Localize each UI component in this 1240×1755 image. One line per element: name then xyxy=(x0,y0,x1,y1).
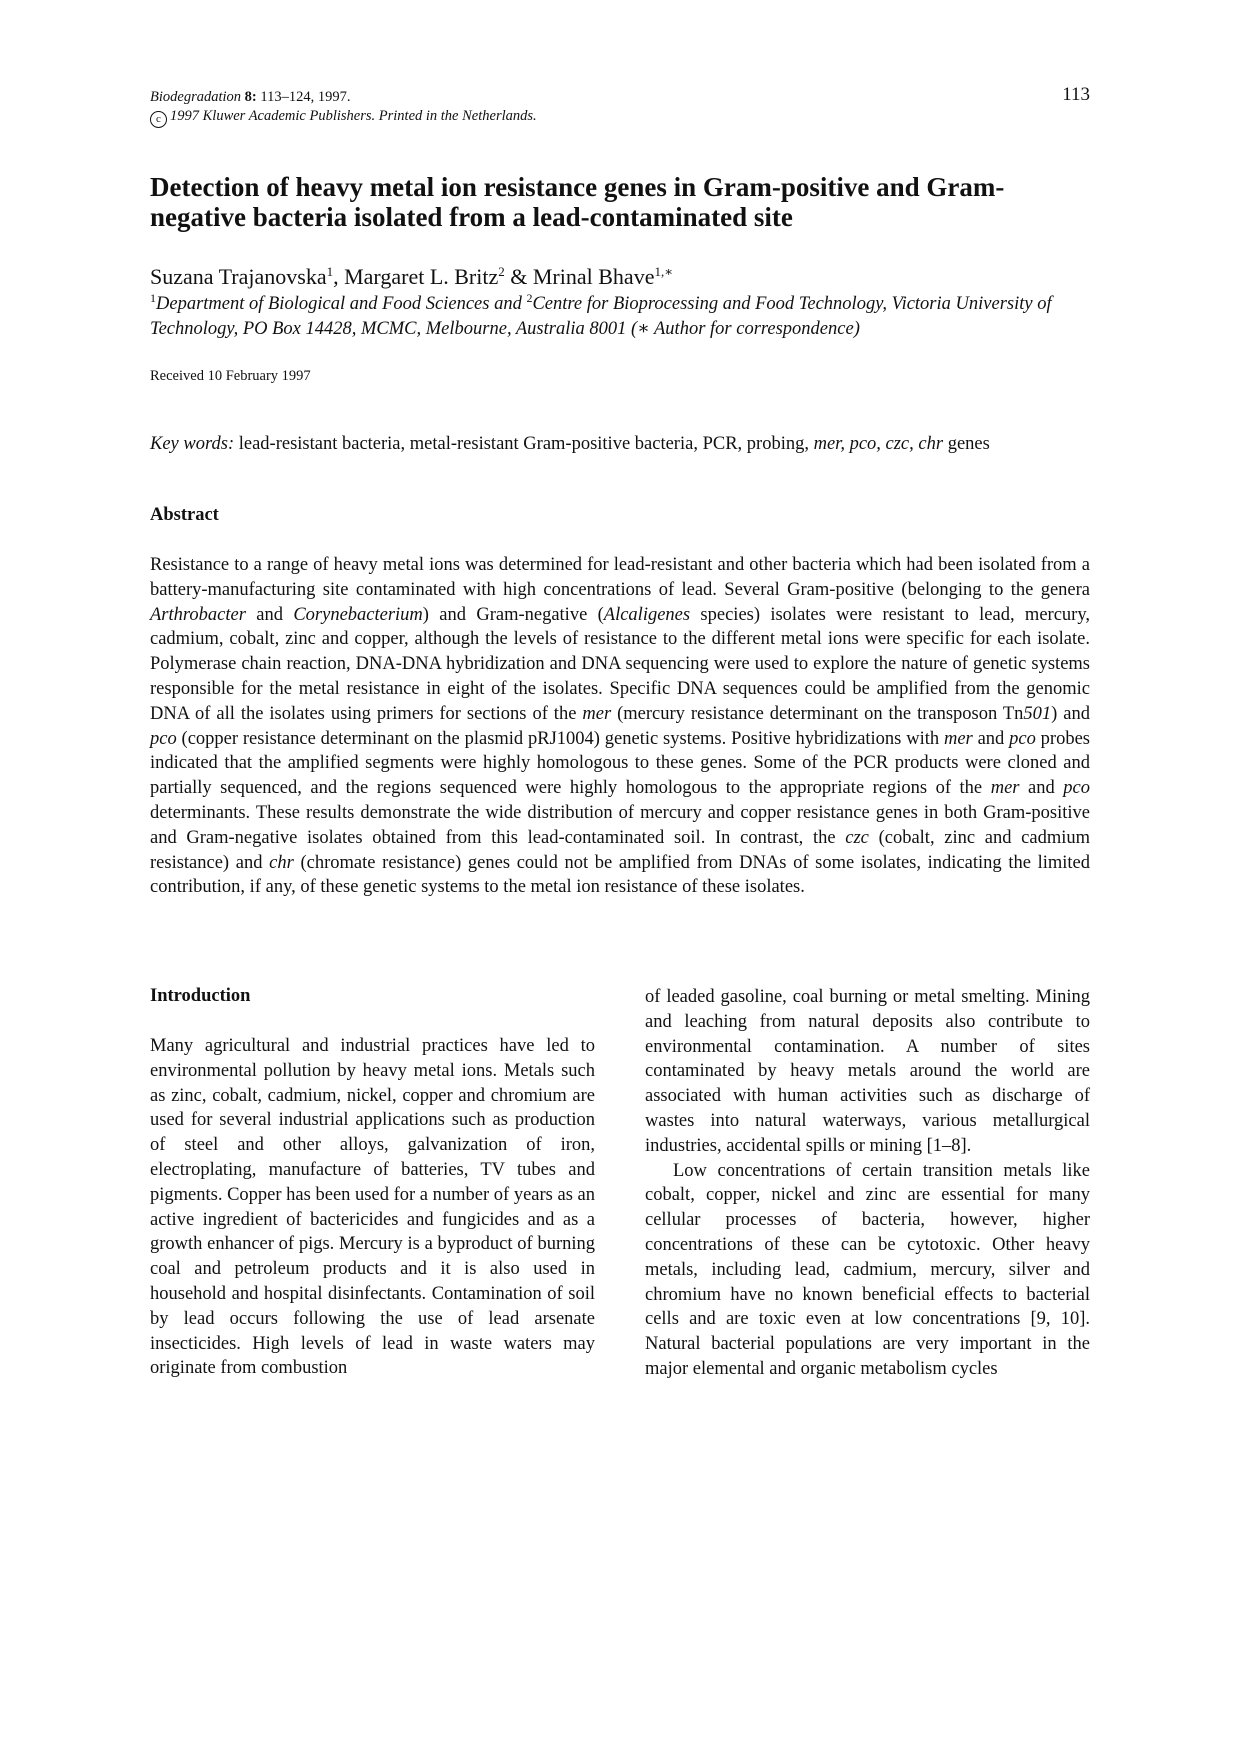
abstract-italic-term: pco xyxy=(1063,778,1091,799)
abstract-italic-term: Corynebacterium xyxy=(293,604,423,625)
abstract-text-run: (chromate resistance) genes could not be amplified from DNAs of some isolates, indicating the limited contribution, if any, of these genetic systems to the metal ion resistance of these isolates. xyxy=(150,852,1091,898)
abstract-italic-term: pco xyxy=(150,728,177,749)
abstract-italic-term: chr xyxy=(269,852,294,873)
keywords-plain: lead-resistant bacteria, metal-resistant Gram-positive bacteria, PCR, probing, xyxy=(238,434,809,454)
author-name: Margaret L. Britz xyxy=(344,264,499,289)
abstract-text-run: and xyxy=(1019,778,1064,799)
affiliation-mark: 1 xyxy=(150,291,156,305)
received-date: Received 10 February 1997 xyxy=(150,368,311,384)
abstract-italic-term: Alcaligenes xyxy=(603,604,691,625)
abstract-text-run: determinants. These results demonstrate the wide distribution of mercury and copper resistance genes in both Gram-positive and Gram-negative isolates obtained from this lead-contaminated soil. In contrast, the xyxy=(150,802,1090,848)
abstract-italic-term: 501 xyxy=(1023,703,1052,724)
copyright-text: 1997 Kluwer Academic Publishers. Printed in the Netherlands. xyxy=(170,108,537,124)
author-name: Mrinal Bhave xyxy=(532,264,655,289)
author-separator: , xyxy=(333,264,345,289)
paragraph: Low concentrations of certain transition metals like cobalt, copper, nickel and zinc are essential for many cellular processes of bacteria, however, higher concentrations of these can be cytotoxic. Other heavy metals, including lead, cadmium, mercury, silver and chromium have no known beneficial effects to bacterial cells and are toxic even at low concentrations [9, 10]. Natural bacterial populations are very important in the major elemental and organic metabolism cycles xyxy=(645,1160,1090,1379)
author-separator: & xyxy=(504,264,533,289)
keywords-italic: mer, pco, czc, chr xyxy=(813,434,944,454)
abstract-text-run: Resistance to a range of heavy metal ions was determined for lead-resistant and other bacteria which had been isolated from a battery-manufacturing site contaminated with high concentrations of lead. Several Gram-positive (belonging to the genera xyxy=(150,555,1090,600)
keywords xyxy=(150,432,1100,456)
paragraph: of leaded gasoline, coal burning or metal smelting. Mining and leaching from natural deposits also contribute to environmental contamination. A number of sites contaminated by heavy metals around the world are associated with human activities such as discharge of wastes into natural waterways, various metallurgical industries, accidental spills or mining [1–8]. xyxy=(645,987,1090,1156)
abstract-text-run: ) and Gram-negative ( xyxy=(422,604,604,625)
abstract-italic-term: Arthrobacter xyxy=(150,604,246,625)
abstract-heading: Abstract xyxy=(150,505,219,525)
journal-name: Biodegradation xyxy=(150,89,242,105)
introduction-heading: Introduction xyxy=(150,986,251,1006)
copyright-line xyxy=(150,107,537,128)
author-affiliation-mark: 2 xyxy=(498,264,505,279)
abstract-text-run: (copper resistance determinant on the plasmid pRJ1004) genetic systems. Positive hybridizations with xyxy=(176,728,944,749)
abstract-italic-term: mer xyxy=(582,703,612,724)
journal-header xyxy=(150,88,537,128)
body-column-left xyxy=(150,1034,595,1381)
abstract-italic-term: pco xyxy=(1009,728,1036,749)
abstract-text-run: (cobalt, zinc and cadmium resistance) and xyxy=(150,827,1090,873)
keywords-label: Key words: xyxy=(150,434,235,454)
abstract-text-run: species) isolates were resistant to lead, mercury, cadmium, cobalt, zinc and copper, although the levels of resistance to the different metal ions were specific for each isolate. Polymerase chain reaction, DNA-DNA hybridization and DNA sequencing were used to explore the nature of genetic systems responsible for the metal resistance in eight of the isolates. Specific DNA sequences could be amplified from the genomic DNA of all the isolates using primers for sections of the xyxy=(150,604,1090,724)
journal-volume: 8: xyxy=(244,89,257,105)
journal-pages-year: 113–124, 1997. xyxy=(260,89,351,105)
affiliations xyxy=(150,292,1100,342)
abstract-italic-term: mer xyxy=(943,728,973,749)
paragraph: Many agricultural and industrial practices have led to environmental pollution by heavy metal ions. Metals such as zinc, cobalt, cadmium, nickel, copper and chromium are used for several industrial applications such as production of steel and other alloys, galvanization of iron, electroplating, manufacture of batteries, TV tubes and pigments. Copper has been used for a number of years as an active ingredient of bactericides and fungicides and as a growth enhancer of pigs. Mercury is a byproduct of burning coal and petroleum products and it is also used in household and hospital disinfectants. Contamination of soil by lead occurs following the use of lead arsenate insecticides. High levels of lead in waste waters may originate from combustion xyxy=(150,1036,595,1379)
page-number: 113 xyxy=(1062,84,1090,105)
abstract-italic-term: czc xyxy=(845,827,869,848)
author-affiliation-mark: 1,∗ xyxy=(654,264,674,279)
copyright-icon: c xyxy=(150,111,167,128)
abstract-text-run: and xyxy=(245,604,294,625)
affiliation-mark: 2 xyxy=(526,291,533,305)
abstract-text-run: ) and xyxy=(1051,703,1091,724)
abstract-italic-term: mer xyxy=(990,778,1020,799)
abstract-text-run: probes indicated that the amplified segments were highly homologous to these genes. Some of the PCR products were cloned and partially sequenced, and the regions sequenced were highly homologous to the appropriate regions of the xyxy=(150,728,1090,799)
abstract-body xyxy=(150,553,1090,900)
abstract-text-run: and xyxy=(972,728,1010,749)
affiliation-2: Centre for Bioprocessing and Food Technology, Victoria University of Technology, PO Box 14428, MCMC, Melbourne, Australia 8001 (∗ Author for correspondence) xyxy=(150,294,1052,339)
keywords-tail: genes xyxy=(947,434,990,454)
paper-title: Detection of heavy metal ion resistance genes in Gram-positive and Gram-negative bacteria isolated from a lead-contaminated site xyxy=(150,172,1005,232)
journal-citation xyxy=(150,88,537,107)
author-affiliation-mark: 1 xyxy=(326,264,334,279)
abstract-text-run: (mercury resistance determinant on the transposon Tn xyxy=(611,703,1024,724)
author-name: Suzana Trajanovska xyxy=(150,264,327,289)
affiliation-1: Department of Biological and Food Sciences and xyxy=(156,294,527,314)
body-column-right xyxy=(645,985,1090,1382)
author-list xyxy=(150,264,673,290)
